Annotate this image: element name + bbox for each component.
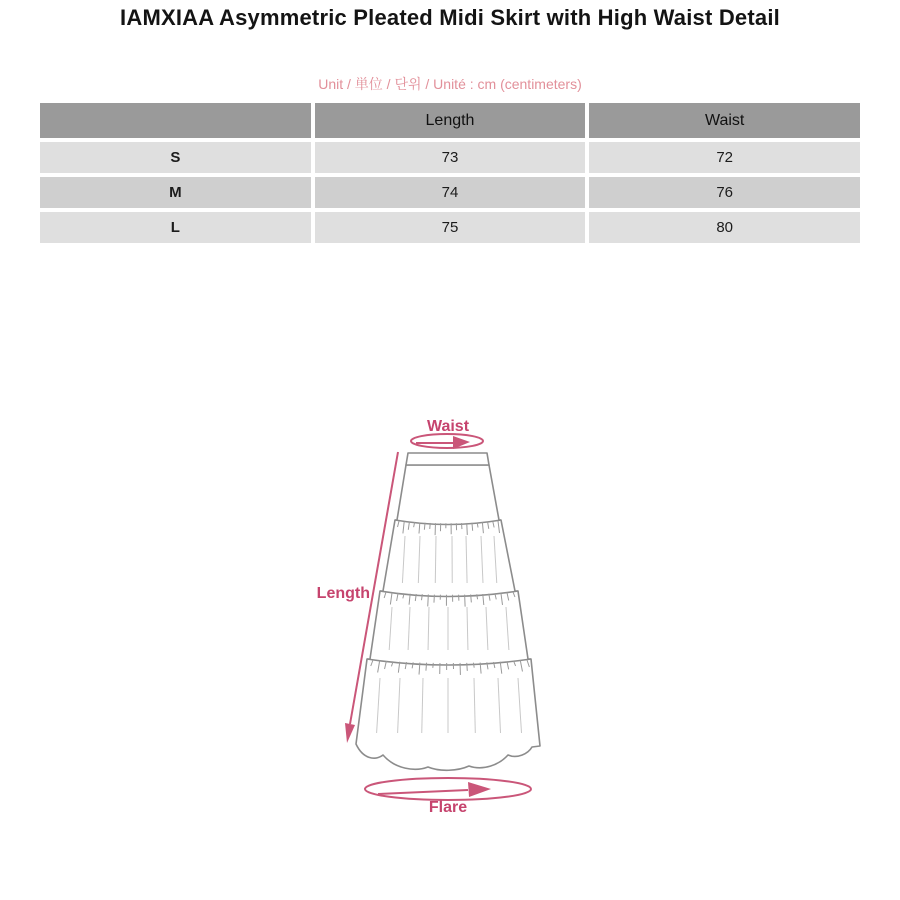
length-label: Length [316, 585, 370, 602]
size-cell-m: M [40, 177, 311, 208]
size-table [40, 103, 860, 243]
unit-note: Unit / 単位 / 단위 / Unité : cm (centimeters) [318, 76, 582, 92]
size-table-header-waist: Waist [589, 103, 860, 138]
flare-arrow-icon [365, 778, 531, 800]
size-cell-l: L [40, 212, 311, 243]
waist-cell-m: 76 [589, 177, 860, 208]
size-cell-s: S [40, 142, 311, 173]
skirt-diagram [280, 405, 620, 825]
length-cell-l: 75 [315, 212, 586, 243]
size-table-header-length: Length [315, 103, 586, 138]
flare-label: Flare [428, 799, 468, 816]
waist-cell-l: 80 [589, 212, 860, 243]
waist-cell-s: 72 [589, 142, 860, 173]
page-title: IAMXIAA Asymmetric Pleated Midi Skirt with High Waist Detail [120, 5, 780, 30]
length-cell-m: 74 [315, 177, 586, 208]
size-table-header-size [40, 103, 311, 138]
waist-label: Waist [426, 418, 470, 435]
waist-arrow-icon [411, 434, 483, 449]
length-cell-s: 73 [315, 142, 586, 173]
